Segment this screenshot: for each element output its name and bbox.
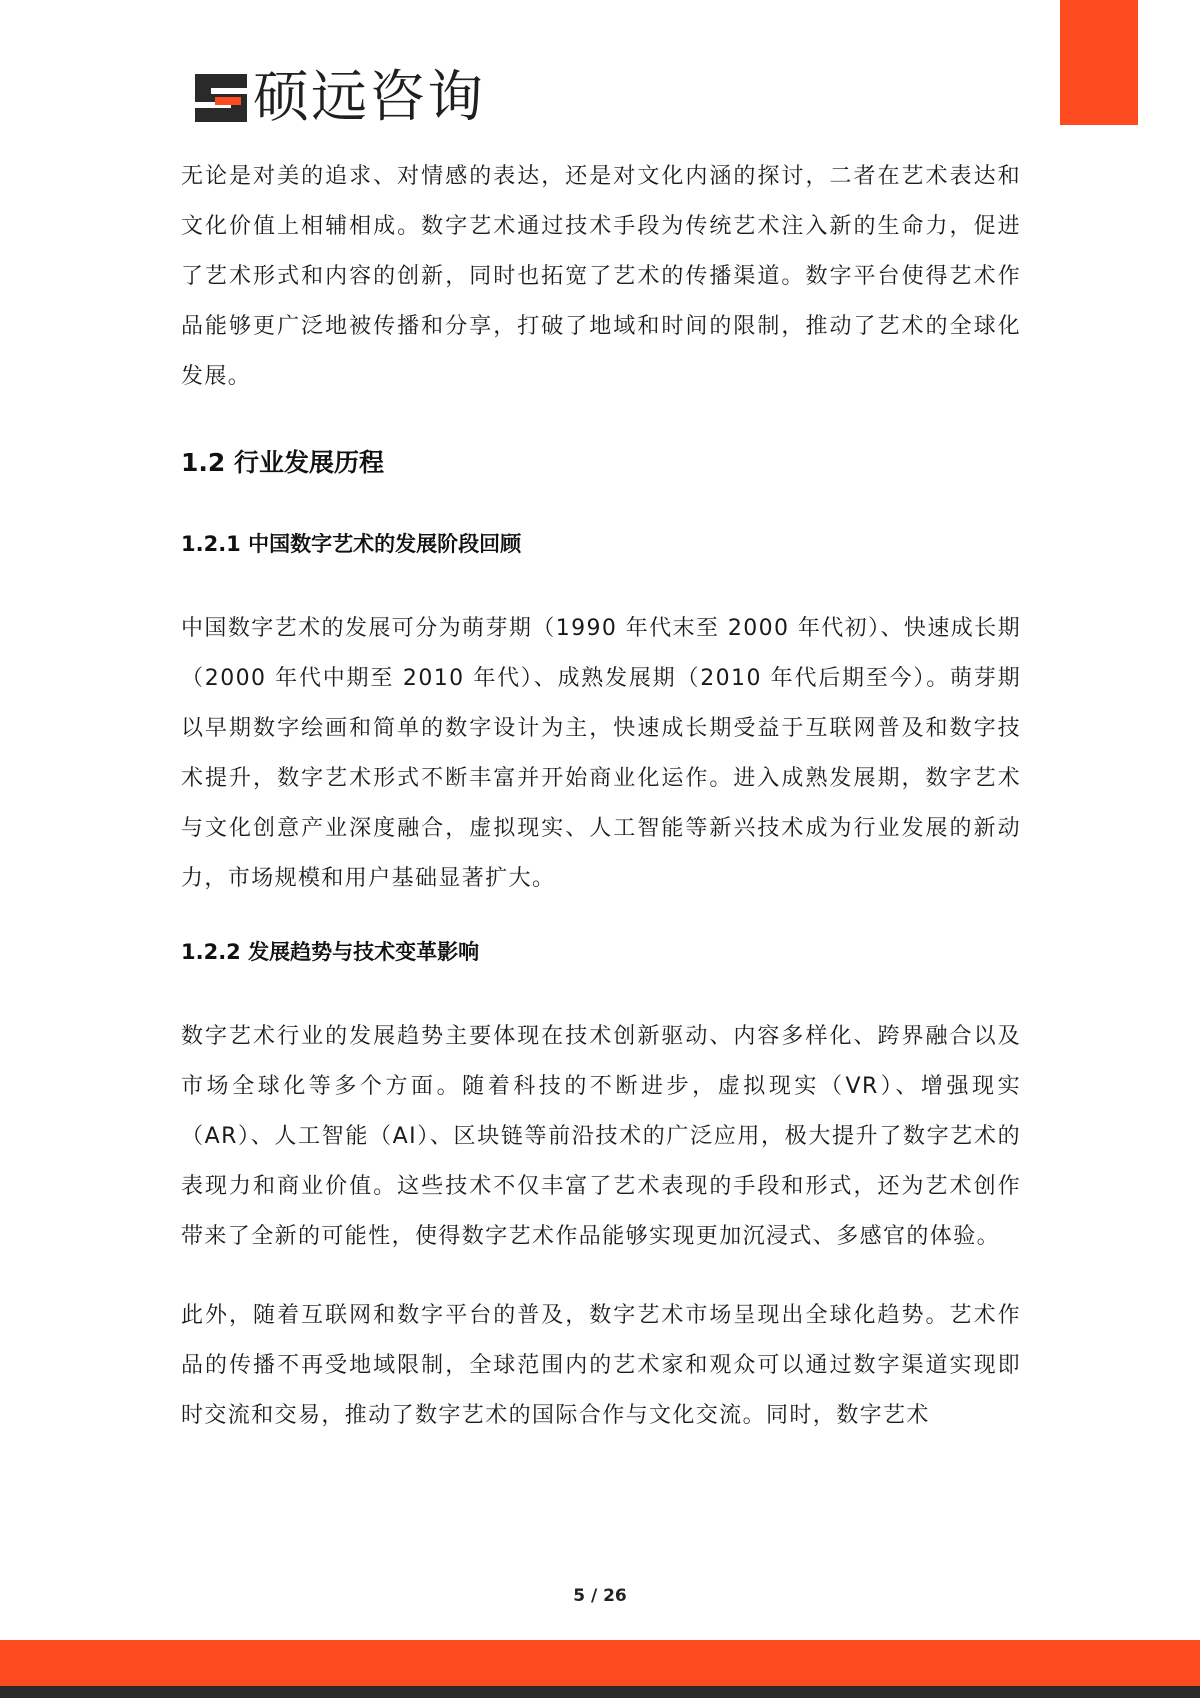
footer-accent-bar [0,1640,1200,1686]
page-content [181,152,1021,1441]
brand-name: 硕远咨询 [253,65,485,130]
intro-paragraph: 无论是对美的追求、对情感的表达，还是对文化内涵的探讨，二者在艺术表达和文化价值上相辅相成。数字艺术通过技术手段为传统艺术注入新的生命力，促进了艺术形式和内容的创新，同时也拓宽了艺术的传播渠道。数字平台使得艺术作品能够更广泛地被传播和分享，打破了地域和时间的限制，推动了艺术的全球化发展。 [181,164,1021,389]
subsection-2-paragraph-2: 此外，随着互联网和数字平台的普及，数字艺术市场呈现出全球化趋势。艺术作品的传播不再受地域限制，全球范围内的艺术家和观众可以通过数字渠道实现即时交流和交易，推动了数字艺术的国际合作与文化交流。同时，数字艺术 [181,1303,1021,1428]
subsection-1-paragraph: 中国数字艺术的发展可分为萌芽期（1990 年代末至 2000 年代初）、快速成长期（2000 年代中期至 2010 年代）、成熟发展期（2010 年代后期至今）。萌芽期以早期数字绘画和简单的数字设计为主，快速成长期受益于互联网普及和数字技术提升，数字艺术形式不断丰富并开始商业化运作。进入成熟发展期，数字艺术与文化创意产业深度融合，虚拟现实、人工智能等新兴技术成为行业发展的新动力，市场规模和用户基础显著扩大。 [181,616,1021,891]
subsection-2-heading: 1.2.2 发展趋势与技术变革影响 [181,940,480,964]
brand-logo [193,66,485,130]
subsection-1-heading: 1.2.1 中国数字艺术的发展阶段回顾 [181,532,522,556]
section-heading: 1.2 行业发展历程 [181,448,384,477]
subsection-2-paragraph-1: 数字艺术行业的发展趋势主要体现在技术创新驱动、内容多样化、跨界融合以及市场全球化等多个方面。随着科技的不断进步，虚拟现实（VR）、增强现实（AR）、人工智能（AI）、区块链等前沿技术的广泛应用，极大提升了数字艺术的表现力和商业价值。这些技术不仅丰富了艺术表现的手段和形式，还为艺术创作带来了全新的可能性，使得数字艺术作品能够实现更加沉浸式、多感官的体验。 [181,1024,1021,1249]
corner-accent-tab [1060,0,1138,125]
s-block-logo-icon [193,70,249,126]
footer-dark-strip [0,1686,1200,1698]
page-number: 5 / 26 [573,1586,627,1606]
